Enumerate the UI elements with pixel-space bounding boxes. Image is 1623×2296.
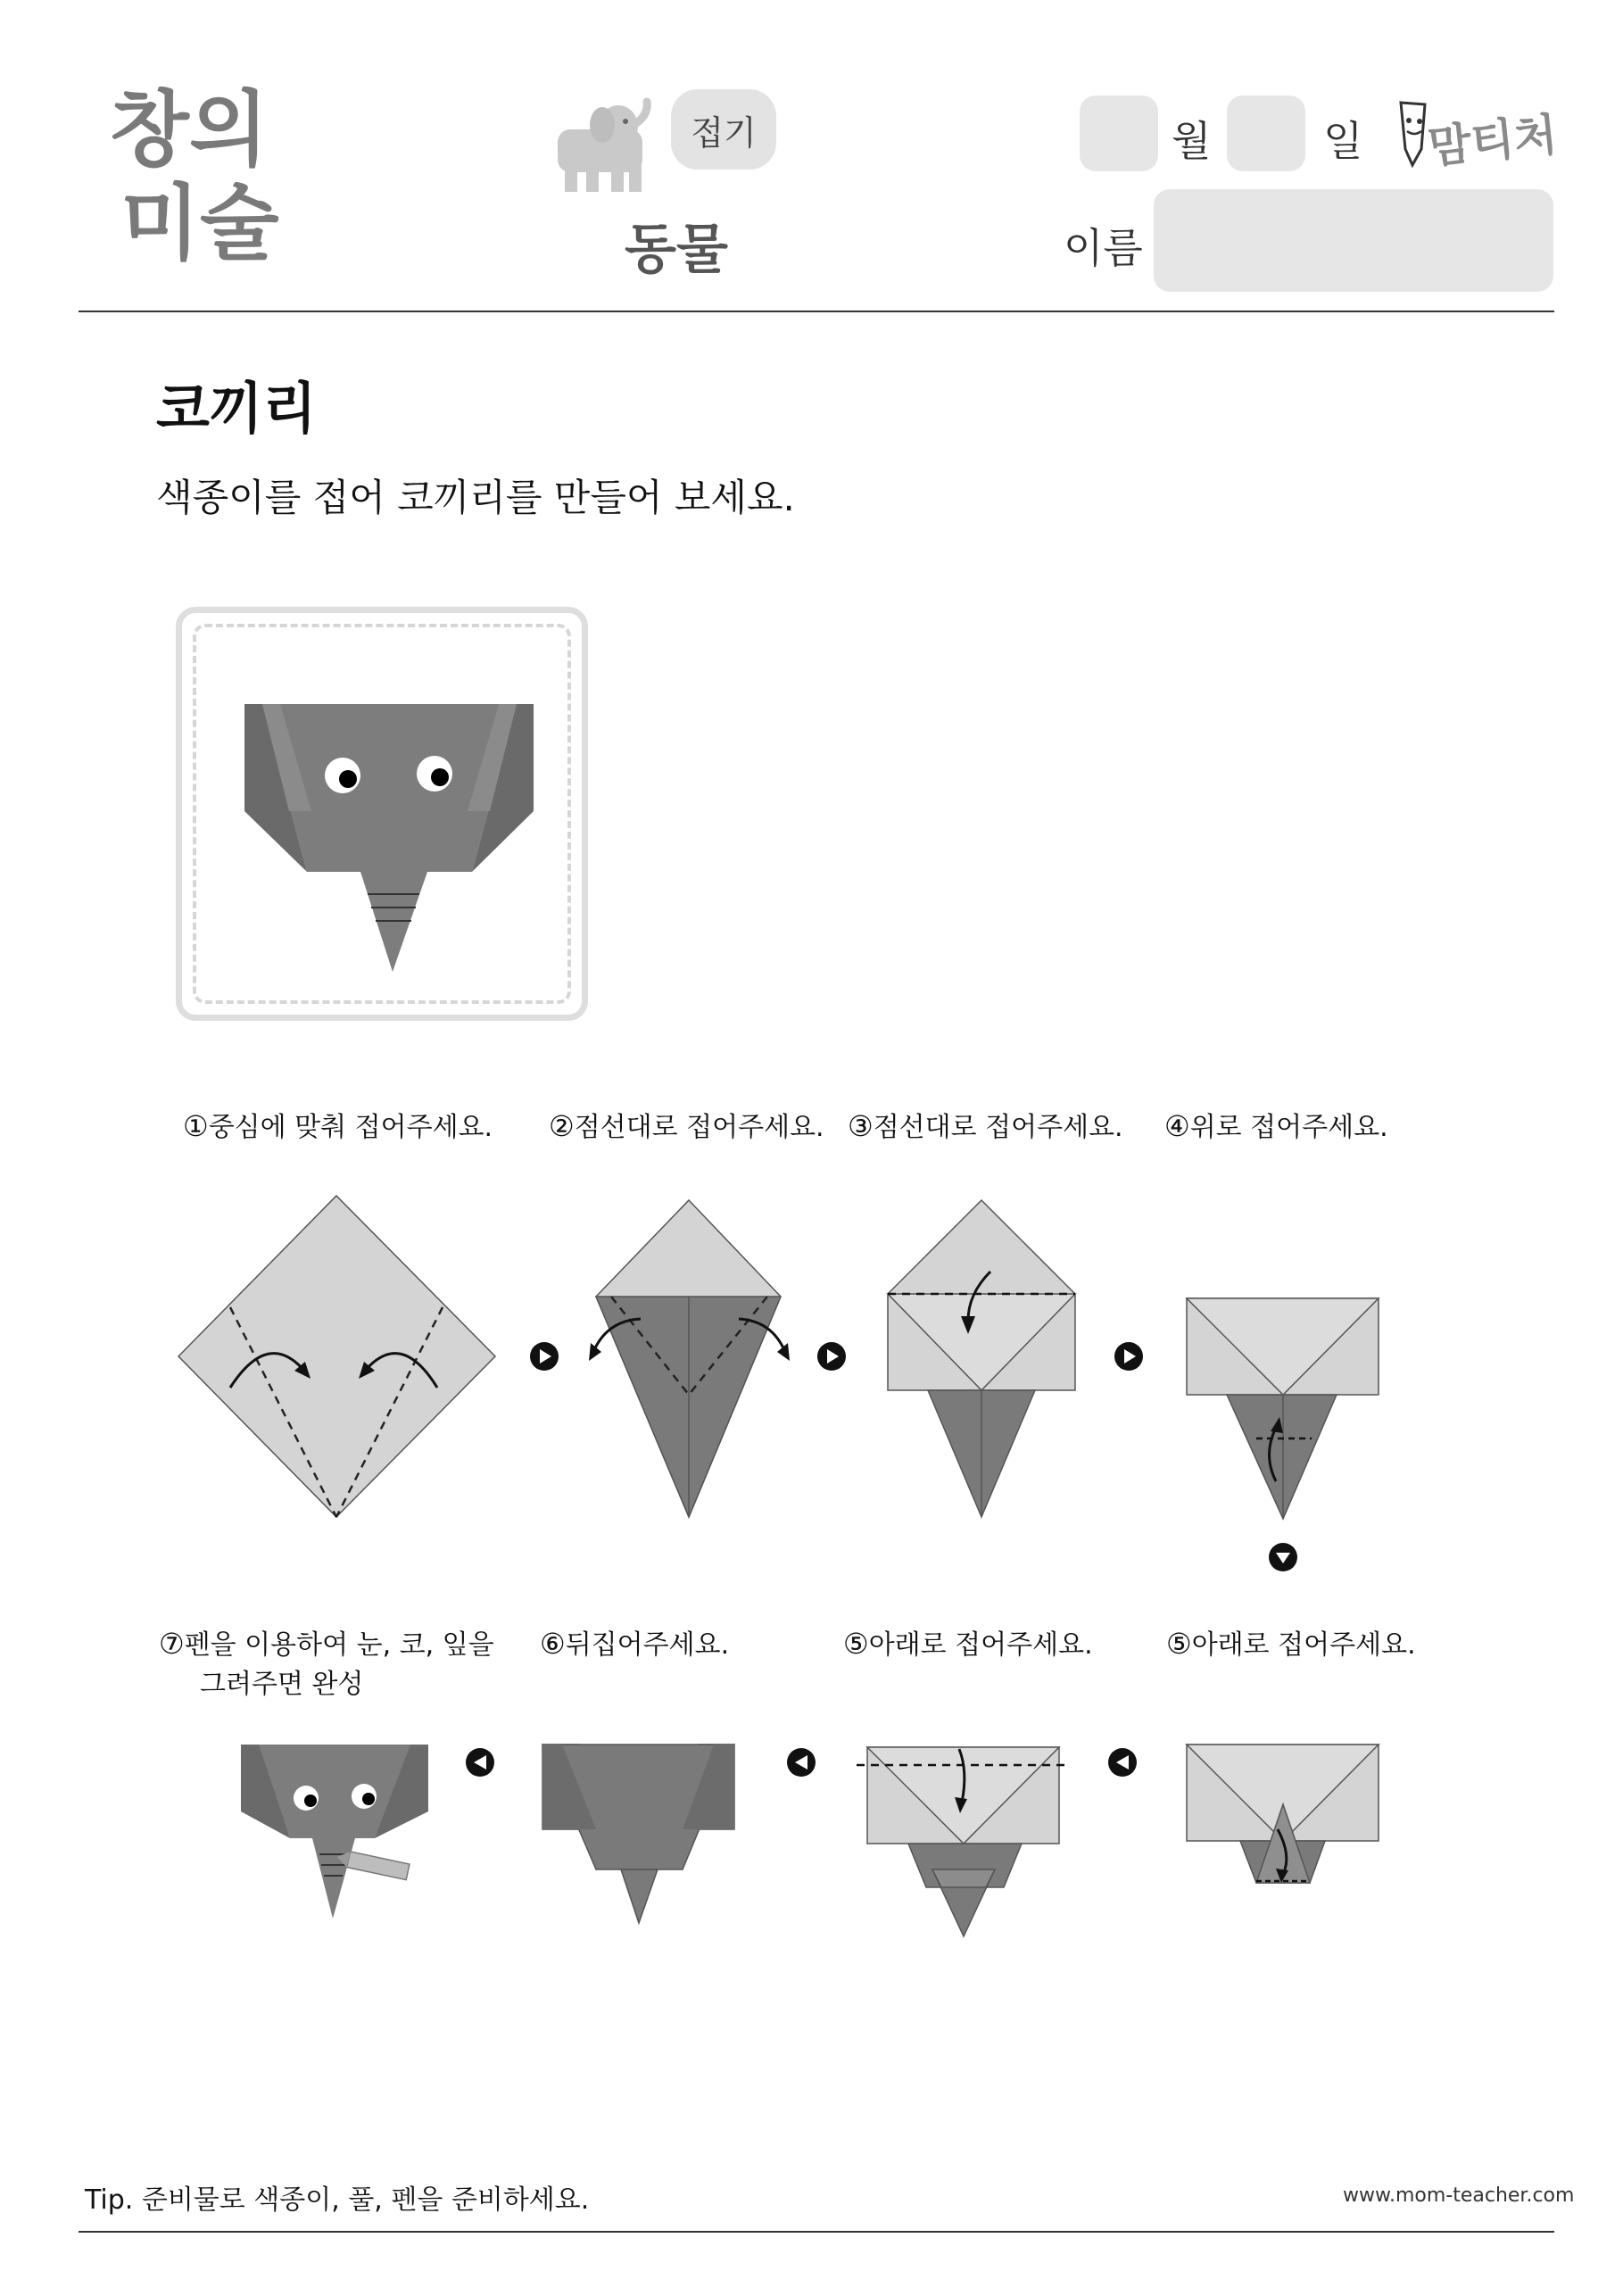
brand-text: 맘티처 — [1425, 108, 1560, 174]
step-5a-label: ⑤아래로 접어주세요. — [1166, 1627, 1416, 1661]
step-7-label: ⑦펜을 이용하여 눈, 코, 잎을 그려주면 완성 — [159, 1627, 494, 1700]
footer-divider — [79, 2231, 1554, 2233]
step-3-label: ③점선대로 접어주세요. — [848, 1109, 1123, 1143]
category-bubble: 접기 — [671, 89, 776, 170]
day-label: 일 — [1323, 117, 1363, 165]
finished-sample-frame — [176, 607, 588, 1021]
step-4-label: ④위로 접어주세요. — [1164, 1109, 1388, 1143]
month-input[interactable] — [1080, 95, 1158, 171]
arrow-left-icon — [783, 1745, 819, 1780]
logo-chang-ui-misul — [103, 82, 281, 294]
name-label: 이름 — [1064, 224, 1143, 272]
step-2-label: ②점선대로 접어주세요. — [549, 1109, 824, 1143]
page-title: 코끼리 — [156, 376, 317, 441]
step-1-diagram — [170, 1187, 509, 1526]
arrow-left-icon — [1105, 1745, 1140, 1780]
elephant-icon — [549, 98, 656, 196]
step-1-label: ①중심에 맞춰 접어주세요. — [183, 1109, 493, 1143]
month-label: 월 — [1172, 117, 1212, 165]
logo-line1: 창의 — [110, 82, 269, 178]
step-6-diagram — [535, 1740, 749, 1936]
name-input[interactable] — [1154, 189, 1553, 292]
header-divider — [79, 311, 1554, 312]
arrow-right-icon — [814, 1187, 849, 1526]
arrow-right-icon — [1111, 1187, 1147, 1526]
step-5b-label: ⑤아래로 접어주세요. — [843, 1627, 1093, 1661]
finished-elephant-illustration — [182, 613, 594, 1027]
step-5b-diagram — [857, 1740, 1071, 1945]
step-4-diagram — [1178, 1285, 1383, 1526]
day-input[interactable] — [1227, 95, 1305, 171]
tip-text: Tip. 준비물로 색종이, 풀, 펜을 준비하세요. — [85, 2184, 590, 2216]
footer-url[interactable]: www.mom-teacher.com — [1343, 2184, 1575, 2207]
step-2-diagram — [580, 1196, 812, 1526]
step-3-diagram — [874, 1196, 1089, 1526]
step-7-diagram-finished — [236, 1740, 424, 1927]
page-subtitle: 색종이를 접어 코끼리를 만들어 보세요. — [156, 476, 795, 519]
step-6-label: ⑥뒤집어주세요. — [540, 1627, 730, 1661]
category-title: 동물 — [625, 219, 728, 281]
step-5a-diagram — [1178, 1740, 1383, 1901]
arrow-left-icon — [462, 1745, 498, 1780]
logo-line2: 미술 — [120, 176, 279, 271]
arrow-down-icon — [1265, 1539, 1301, 1575]
pen-icon — [335, 1849, 410, 1879]
